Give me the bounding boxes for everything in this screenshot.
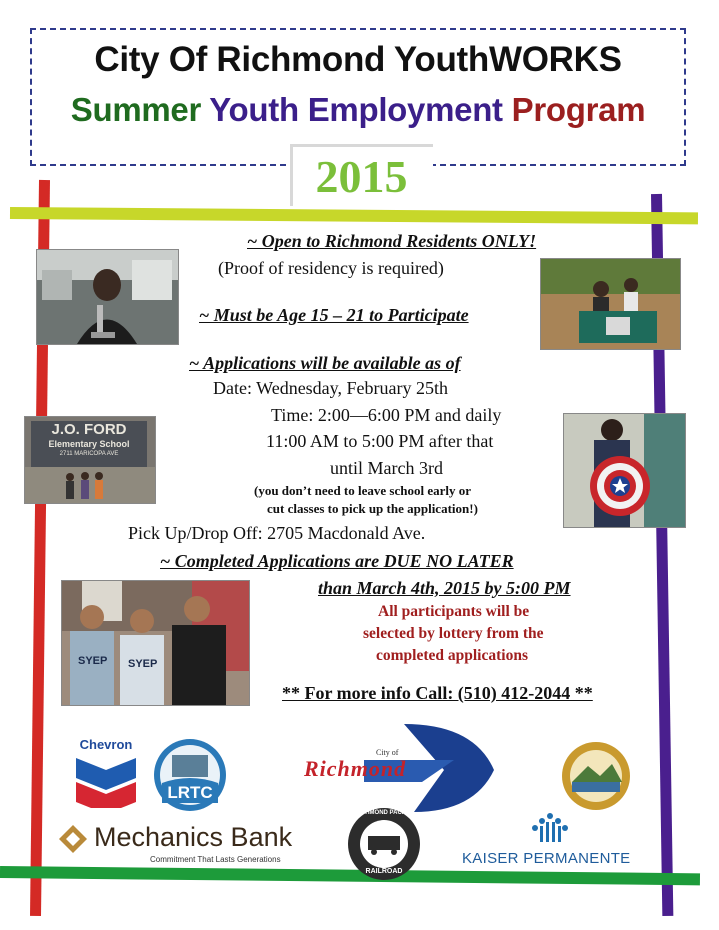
daily-hours-line: 11:00 AM to 5:00 PM after that (266, 431, 494, 451)
top-yellow-bar (10, 207, 698, 224)
contact-phone-line: ** For more info Call: (510) 412-2044 ** (282, 683, 593, 703)
title-word-employment: Employment (307, 91, 503, 128)
chevron-logo (70, 737, 142, 809)
mechanics-bank-logo (58, 822, 308, 868)
mechanics-bank-tagline: Commitment That Lasts Generations (150, 855, 281, 864)
shirt-text-left: SYEP (78, 655, 108, 667)
lrtc-logo (152, 737, 228, 813)
richmond-small-text: City of (376, 748, 399, 757)
photo-school-sign (24, 416, 156, 504)
until-date-line: until March 3rd (330, 458, 443, 478)
shirt-text-middle: SYEP (128, 658, 158, 670)
lrtc-wordmark: LRTC (167, 783, 213, 802)
year-2015: 2015 (315, 151, 408, 202)
title-word-youth: Youth (209, 91, 299, 128)
open-residents-line: ~ Open to Richmond Residents ONLY! (247, 231, 537, 251)
lottery-line-1: All participants will be (378, 603, 530, 620)
city-of-richmond-logo (304, 720, 500, 816)
lottery-line-2: selected by lottery from the (363, 625, 544, 642)
title-program (30, 91, 686, 129)
school-note-line-2: cut classes to pick up the application!) (267, 501, 478, 516)
lottery-line-3: completed applications (376, 647, 528, 664)
kaiser-permanente-logo (462, 812, 642, 870)
applications-available-line: ~ Applications will be available as of (189, 353, 461, 373)
due-date-line-2: than March 4th, 2015 by 5:00 PM (318, 578, 571, 598)
proof-residency-line: (Proof of residency is required) (218, 258, 444, 278)
chevron-wordmark: Chevron (79, 737, 133, 752)
school-note-line-1: (you don’t need to leave school early or (254, 483, 472, 498)
school-sign-address: 2711 MARICOPA AVE (59, 451, 119, 457)
school-sign-type: Elementary School (48, 439, 130, 449)
richmond-pacific-railroad-logo (346, 806, 422, 882)
railroad-bottom-text: RAILROAD (365, 868, 403, 875)
time-line: Time: 2:00—6:00 PM and daily (271, 405, 502, 425)
title-word-summer: Summer (70, 91, 202, 128)
photo-outreach-table (540, 258, 681, 350)
railroad-top-text: RICHMOND PACIFIC (354, 810, 414, 816)
due-date-line-1: ~ Completed Applications are DUE NO LATER (160, 551, 514, 571)
richmond-wordmark: Richmond (304, 756, 407, 781)
photo-syep-group (61, 580, 250, 706)
photo-student-lab (36, 249, 179, 345)
kaiser-wordmark: KAISER PERMANENTE (462, 850, 631, 867)
pickup-address-line: Pick Up/Drop Off: 2705 Macdonald Ave. (128, 523, 426, 543)
photo-shield-student (563, 413, 686, 528)
age-requirement-line: ~ Must be Age 15 – 21 to Participate (199, 305, 469, 325)
mechanics-bank-name: Mechanics Bank (94, 822, 293, 852)
title-word-program: Program (511, 91, 646, 128)
date-line: Date: Wednesday, February 25th (213, 378, 448, 398)
school-sign-name: J.O. FORD (51, 421, 127, 438)
title-city-youthworks: City Of Richmond YouthWORKS (94, 40, 622, 79)
county-seal-logo (560, 740, 632, 812)
